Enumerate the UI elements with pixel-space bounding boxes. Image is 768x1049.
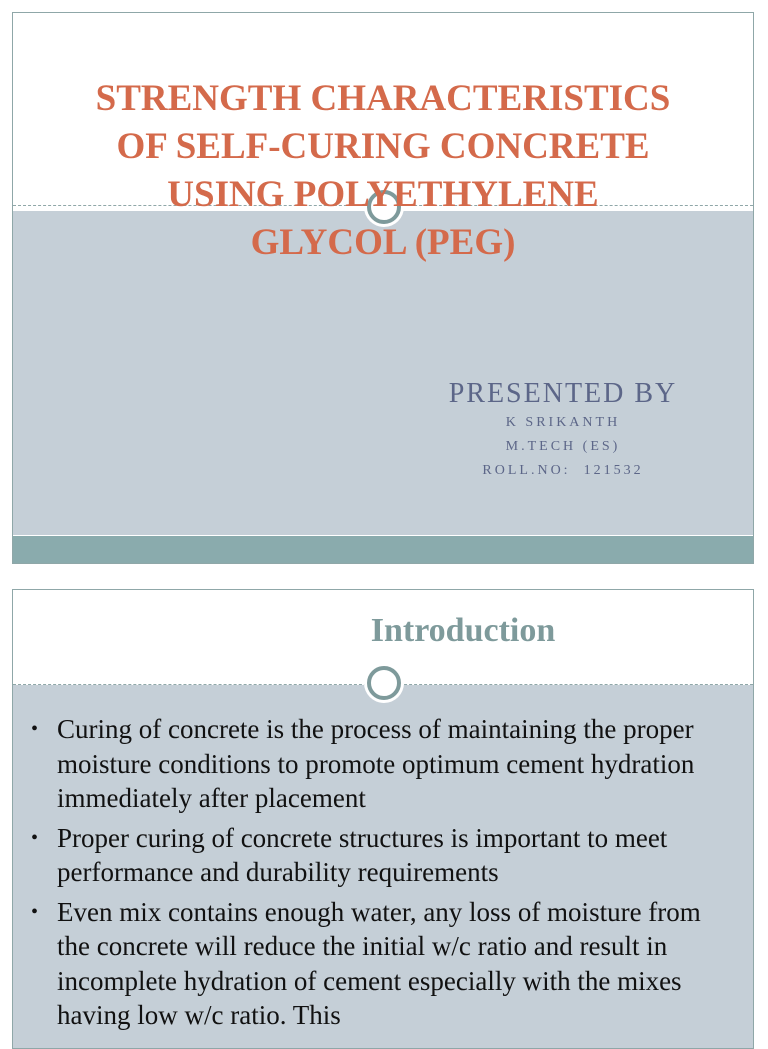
list-item xyxy=(29,712,735,816)
presenter-degree: M.TECH (ES) xyxy=(505,439,621,454)
title-slide xyxy=(12,12,754,564)
bullet-icon: • xyxy=(31,900,39,923)
slide-title-line: STRENGTH CHARACTERISTICS xyxy=(95,78,671,119)
bullet-icon: • xyxy=(31,826,39,849)
bullet-text: Proper curing of concrete structures is important to meet performance and durability requirements xyxy=(57,822,668,887)
slide-title xyxy=(33,75,733,267)
presenter-roll-number: ROLL.NO: 121532 xyxy=(482,463,644,478)
bullet-icon: • xyxy=(31,718,39,740)
slide-title-line: OF SELF-CURING CONCRETE xyxy=(116,126,650,167)
slide-title-line: GLYCOL (PEG) xyxy=(250,222,516,263)
introduction-heading: Introduction xyxy=(370,612,556,649)
introduction-slide xyxy=(12,589,754,1049)
title-slide-footer-bar xyxy=(13,536,753,563)
bullet-text: Even mix contains enough water, any loss of moisture from the concrete will reduce the initial w/c ratio and result in incomplete hydration of cement especially with the mixes having low w/c ratio. This xyxy=(57,896,701,1030)
presenter-name: K SRIKANTH xyxy=(505,415,621,430)
list-item xyxy=(29,821,735,890)
presented-by-heading: PRESENTED BY xyxy=(448,378,678,409)
circle-ornament-icon xyxy=(367,666,401,700)
bullet-text: Curing of concrete is the process of maintaining the proper moisture conditions to promote optimum cement hydration immediately after placement xyxy=(57,714,695,813)
presenter-block xyxy=(413,377,713,483)
list-item xyxy=(29,895,735,1033)
slide-title-line: USING POLYETHYLENE xyxy=(167,174,599,215)
bullet-list xyxy=(29,712,735,1038)
